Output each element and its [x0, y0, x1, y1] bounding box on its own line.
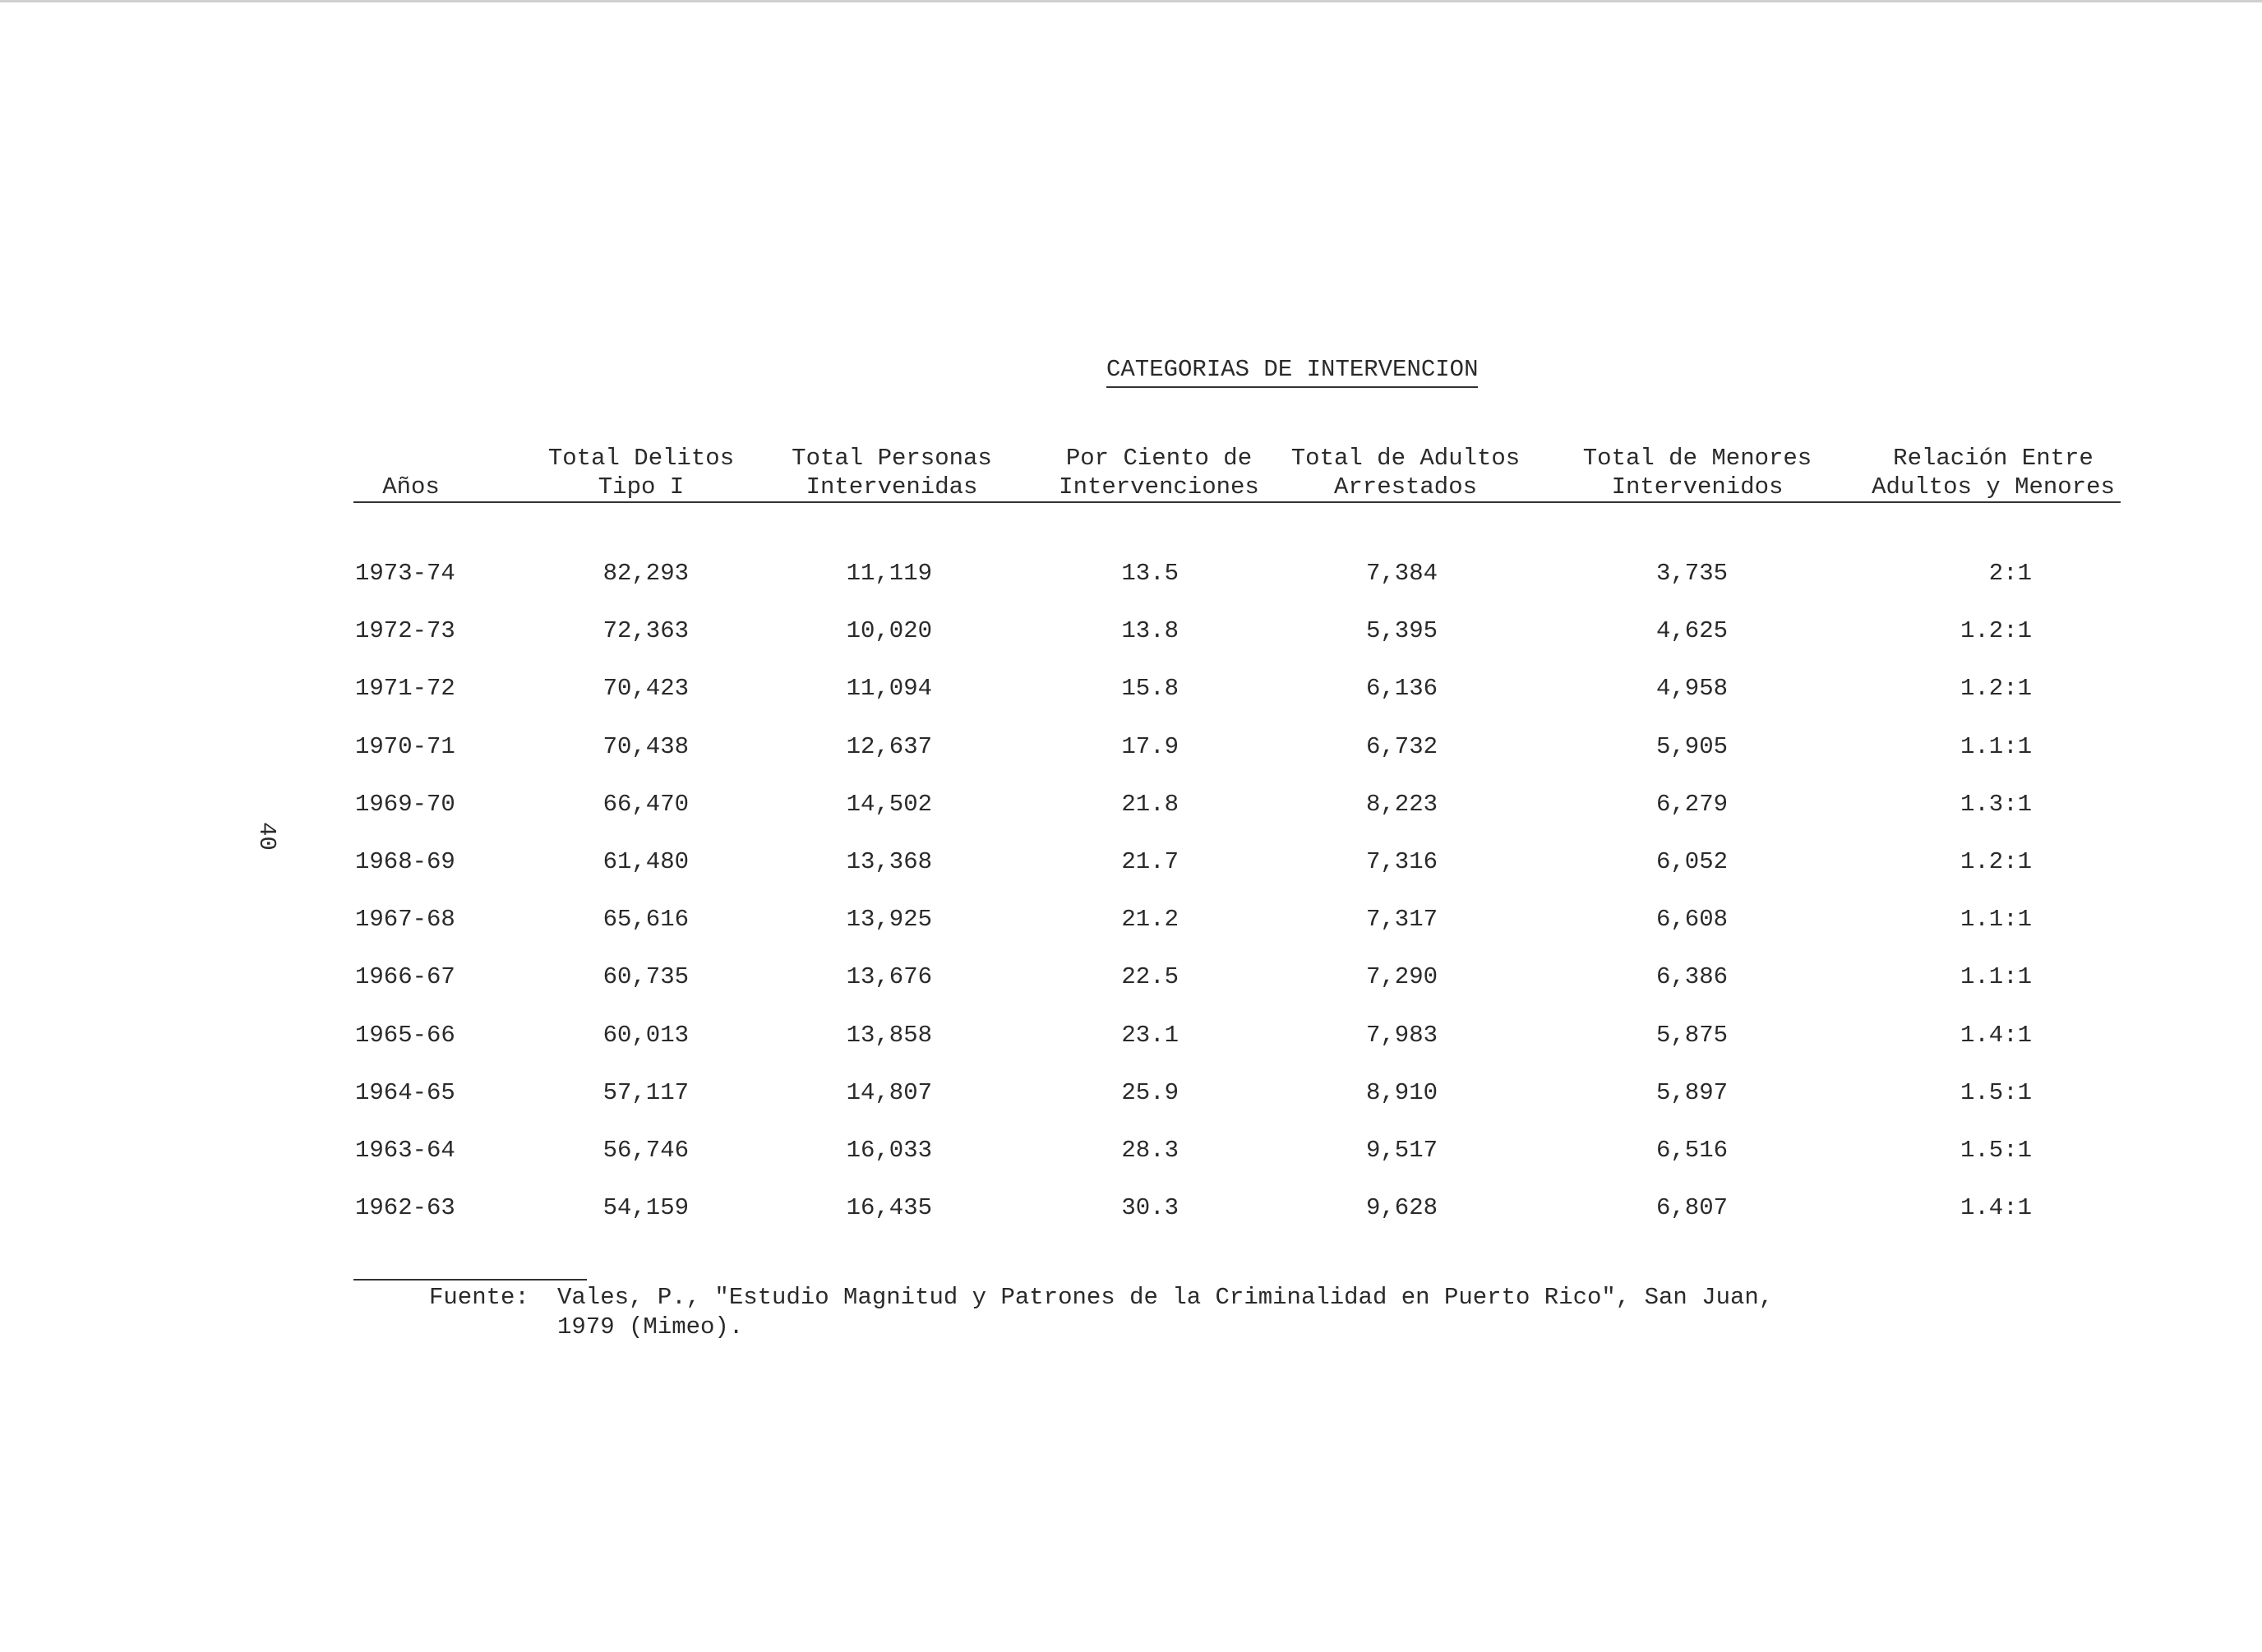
cell-relacion: 1.1:1	[1960, 906, 2032, 934]
column-header-line2: Intervenidos	[1611, 473, 1784, 501]
cell-menores: 6,516	[1655, 1137, 1728, 1164]
cell-total-delitos: 54,159	[602, 1194, 689, 1222]
cell-year: 1971-72	[355, 675, 455, 703]
cell-por-ciento: 28.3	[1121, 1137, 1179, 1164]
cell-total-delitos: 65,616	[602, 906, 689, 934]
page-number: 40	[253, 822, 280, 851]
column-header-years	[353, 444, 469, 501]
cell-relacion: 1.5:1	[1960, 1137, 2032, 1164]
cell-menores: 4,625	[1655, 617, 1728, 645]
cell-menores: 6,386	[1655, 963, 1728, 991]
cell-total-delitos: 70,438	[602, 732, 689, 760]
cell-total-delitos: 66,470	[602, 790, 689, 818]
cell-adultos: 6,732	[1365, 732, 1438, 760]
cell-relacion: 1.4:1	[1960, 1021, 2032, 1049]
cell-relacion: 1.4:1	[1960, 1194, 2032, 1222]
cell-total-personas: 13,925	[846, 906, 932, 934]
cell-relacion: 1.5:1	[1960, 1078, 2032, 1106]
cell-total-delitos: 56,746	[602, 1137, 689, 1164]
cell-adultos: 9,517	[1365, 1137, 1438, 1164]
cell-adultos: 5,395	[1365, 617, 1438, 645]
cell-adultos: 6,136	[1365, 675, 1438, 703]
cell-relacion: 1.2:1	[1960, 675, 2032, 703]
column-header-line1	[353, 444, 469, 473]
footnote-source-line2: 1979 (Mimeo).	[557, 1313, 744, 1341]
cell-por-ciento: 13.8	[1121, 617, 1179, 645]
cell-relacion: 1.2:1	[1960, 617, 2032, 645]
cell-por-ciento: 22.5	[1121, 963, 1179, 991]
cell-total-personas: 13,676	[846, 963, 932, 991]
cell-total-delitos: 82,293	[602, 560, 689, 587]
cell-total-delitos: 60,013	[602, 1021, 689, 1049]
cell-menores: 3,735	[1655, 560, 1728, 587]
cell-total-delitos: 61,480	[602, 848, 689, 875]
cell-year: 1968-69	[355, 848, 455, 875]
footnote-source-line1: Vales, P., "Estudio Magnitud y Patrones de la Criminalidad en Puerto Rico", San Juan,	[557, 1284, 1774, 1311]
column-header-line2: Tipo I	[598, 473, 685, 501]
cell-year: 1963-64	[355, 1137, 455, 1164]
cell-total-personas: 11,094	[846, 675, 932, 703]
cell-year: 1966-67	[355, 963, 455, 991]
column-header-por-ciento	[1040, 444, 1278, 501]
column-header-line2: Años	[382, 473, 440, 501]
cell-adultos: 7,317	[1365, 906, 1438, 934]
cell-por-ciento: 21.8	[1121, 790, 1179, 818]
cell-total-personas: 13,858	[846, 1021, 932, 1049]
cell-year: 1962-63	[355, 1194, 455, 1222]
column-header-line1: Por Ciento de	[1065, 445, 1253, 472]
cell-relacion: 1.2:1	[1960, 848, 2032, 875]
cell-por-ciento: 23.1	[1121, 1021, 1179, 1049]
column-header-line1: Relación Entre	[1893, 445, 2094, 472]
cell-menores: 6,608	[1655, 906, 1728, 934]
cell-total-personas: 16,435	[846, 1194, 932, 1222]
cell-total-personas: 14,807	[846, 1078, 932, 1106]
footnote-label: Fuente:	[429, 1284, 529, 1311]
column-header-line1: Total de Menores	[1582, 445, 1812, 472]
cell-total-delitos: 72,363	[602, 617, 689, 645]
column-header-menores	[1570, 444, 1825, 501]
cell-total-personas: 13,368	[846, 848, 932, 875]
column-header-line1: Total de Adultos	[1290, 445, 1521, 472]
cell-por-ciento: 13.5	[1121, 560, 1179, 587]
cell-por-ciento: 21.2	[1121, 906, 1179, 934]
cell-year: 1973-74	[355, 560, 455, 587]
cell-por-ciento: 15.8	[1121, 675, 1179, 703]
cell-total-delitos: 57,117	[602, 1078, 689, 1106]
cell-adultos: 7,384	[1365, 560, 1438, 587]
cell-relacion: 1.3:1	[1960, 790, 2032, 818]
cell-total-delitos: 60,735	[602, 963, 689, 991]
header-rule	[353, 501, 2121, 503]
footnote-rule	[353, 1279, 587, 1281]
column-header-line2: Arrestados	[1333, 473, 1478, 501]
cell-adultos: 8,910	[1365, 1078, 1438, 1106]
cell-por-ciento: 21.7	[1121, 848, 1179, 875]
cell-total-personas: 11,119	[846, 560, 932, 587]
cell-menores: 6,279	[1655, 790, 1728, 818]
cell-relacion: 1.1:1	[1960, 963, 2032, 991]
cell-total-personas: 14,502	[846, 790, 932, 818]
cell-relacion: 1.1:1	[1960, 732, 2032, 760]
cell-total-personas: 12,637	[846, 732, 932, 760]
cell-por-ciento: 17.9	[1121, 732, 1179, 760]
cell-adultos: 9,628	[1365, 1194, 1438, 1222]
cell-adultos: 8,223	[1365, 790, 1438, 818]
cell-adultos: 7,290	[1365, 963, 1438, 991]
cell-menores: 6,052	[1655, 848, 1728, 875]
column-header-adultos	[1282, 444, 1529, 501]
cell-total-personas: 10,020	[846, 617, 932, 645]
cell-year: 1972-73	[355, 617, 455, 645]
cell-relacion: 2:1	[1988, 560, 2032, 587]
cell-por-ciento: 25.9	[1121, 1078, 1179, 1106]
page-edge	[0, 0, 2262, 2]
cell-adultos: 7,316	[1365, 848, 1438, 875]
column-header-line1: Total Personas	[792, 445, 992, 472]
column-header-total-personas	[773, 444, 1011, 501]
cell-year: 1965-66	[355, 1021, 455, 1049]
cell-adultos: 7,983	[1365, 1021, 1438, 1049]
cell-total-delitos: 70,423	[602, 675, 689, 703]
cell-year: 1970-71	[355, 732, 455, 760]
column-header-line2: Intervenciones	[1059, 473, 1259, 501]
cell-menores: 4,958	[1655, 675, 1728, 703]
cell-year: 1964-65	[355, 1078, 455, 1106]
column-header-line2: Intervenidas	[806, 473, 978, 501]
column-header-line1: Total Delitos	[547, 445, 735, 472]
cell-menores: 5,897	[1655, 1078, 1728, 1106]
cell-menores: 5,905	[1655, 732, 1728, 760]
column-header-relacion	[1866, 444, 2121, 501]
cell-year: 1967-68	[355, 906, 455, 934]
table-title: CATEGORIAS DE INTERVENCION	[1106, 355, 1478, 388]
cell-por-ciento: 30.3	[1121, 1194, 1179, 1222]
cell-total-personas: 16,033	[846, 1137, 932, 1164]
cell-menores: 5,875	[1655, 1021, 1728, 1049]
cell-menores: 6,807	[1655, 1194, 1728, 1222]
column-header-total-delitos	[526, 444, 756, 501]
column-header-line2: Adultos y Menores	[1872, 473, 2115, 501]
cell-year: 1969-70	[355, 790, 455, 818]
